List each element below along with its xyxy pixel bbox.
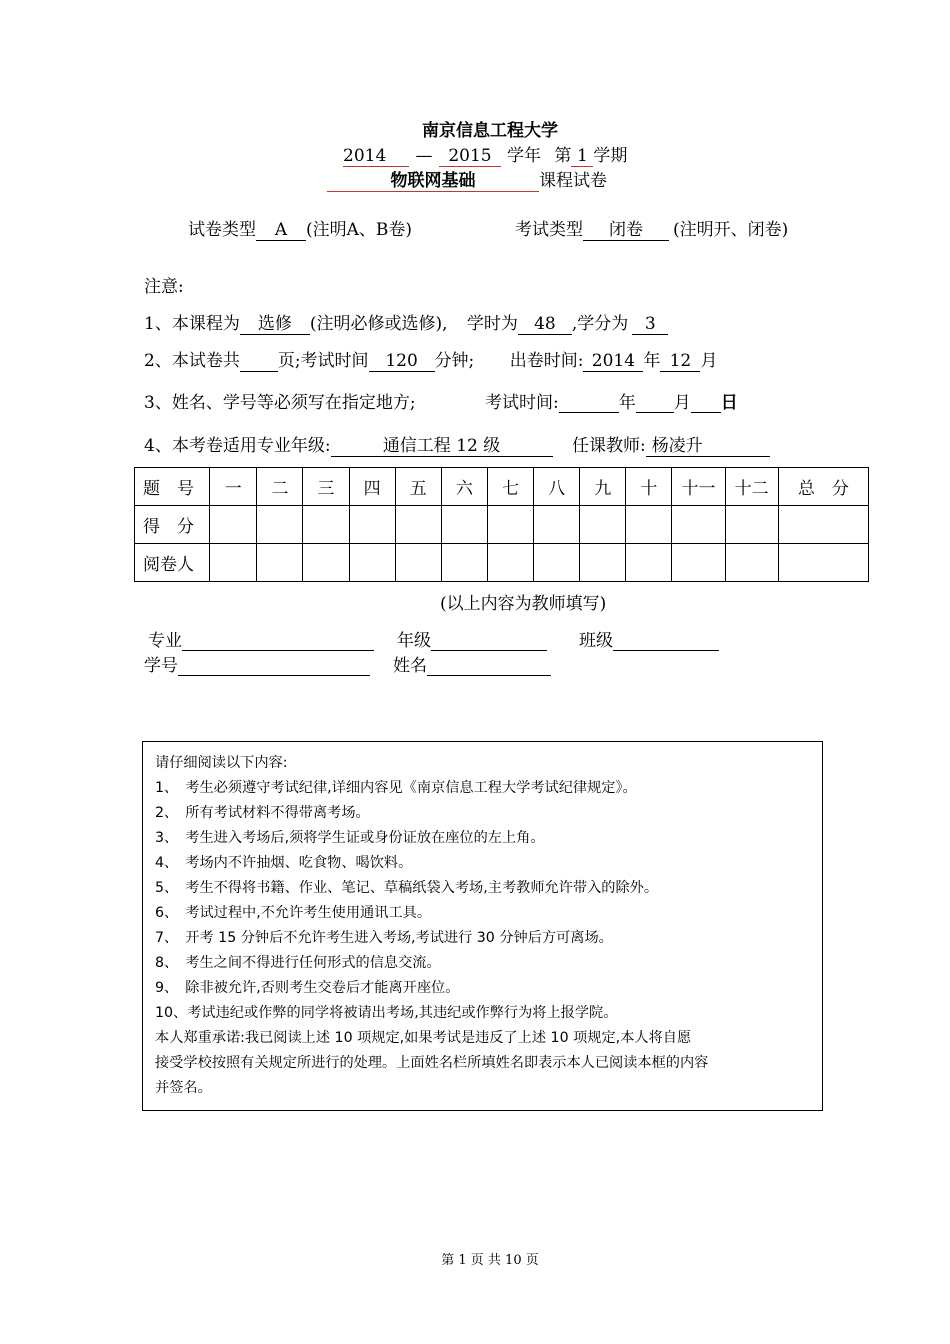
col-header-total: 总 分 [778, 468, 868, 506]
paper-type-value: A [256, 220, 306, 241]
row-label-question: 题 号 [135, 468, 210, 506]
note1-prefix: 1、本课程为 [144, 314, 240, 334]
grader-cell[interactable] [534, 544, 580, 582]
score-cell[interactable] [725, 506, 778, 544]
teacher-value: 杨凌升 [646, 436, 770, 457]
list-item: 9、 除非被允许,否则考生交卷后才能离开座位。 [155, 980, 460, 996]
col-header: 十 [626, 468, 672, 506]
note3-text: 3、姓名、学号等必须写在指定地方; [144, 393, 416, 413]
exam-year-field [559, 394, 619, 413]
score-cell[interactable] [257, 506, 303, 544]
table-caption: (以上内容为教师填写) [440, 594, 607, 614]
page-number: 第 1 页 共 10 页 [441, 1253, 539, 1268]
notes-title: 注意: [144, 277, 184, 297]
major-label: 专业 [148, 631, 182, 651]
score-cell[interactable] [349, 506, 395, 544]
paper-type-label: 试卷类型 [188, 220, 256, 240]
list-item: 3、 考生进入考场后,须将学生证或身份证放在座位的左上角。 [155, 830, 545, 846]
note-line-2 [144, 346, 717, 372]
table-row [135, 544, 869, 582]
exam-year-unit: 年 [618, 393, 636, 413]
list-item: 2、 所有考试材料不得带离考场。 [155, 805, 370, 821]
grader-cell[interactable] [395, 544, 441, 582]
note2-pages-label: 页;考试时间 [277, 351, 369, 371]
exam-day-unit: 日 [720, 393, 738, 413]
year-label: 学年 [507, 146, 541, 166]
score-cell[interactable] [487, 506, 533, 544]
name-input[interactable] [427, 657, 551, 676]
row-label-score: 得 分 [135, 506, 210, 544]
grader-cell[interactable] [257, 544, 303, 582]
rules-intro: 请仔细阅读以下内容: [155, 755, 288, 771]
score-cell[interactable] [441, 506, 487, 544]
term-suffix: 学期 [593, 146, 628, 166]
student-grade-field [397, 626, 547, 651]
term-prefix: 第 [554, 146, 572, 166]
list-item: 10、考试违纪或作弊的同学将被请出考场,其违纪或作弊行为将上报学院。 [155, 1005, 618, 1021]
student-id-field [144, 651, 370, 676]
paper-type-note: (注明A、B卷) [306, 220, 413, 240]
hours-label: 学时为 [466, 314, 518, 334]
score-cell[interactable] [210, 506, 257, 544]
major-input[interactable] [182, 632, 374, 651]
note-line-3 [144, 388, 738, 413]
pledge-line: 接受学校按照有关规定所进行的处理。上面姓名栏所填姓名即表示本人已阅读本框的内容 [155, 1055, 709, 1071]
course-suffix: 课程试卷 [539, 171, 607, 191]
issue-date-label: 出卷时间: [509, 351, 584, 371]
col-header: 三 [303, 468, 349, 506]
issue-year-unit: 年 [643, 351, 661, 371]
note2-prefix: 2、本试卷共 [144, 351, 240, 371]
credit-value: 3 [632, 314, 668, 335]
col-header: 七 [487, 468, 533, 506]
year-end: 2015 [439, 146, 501, 167]
table-row [135, 468, 869, 506]
grader-cell[interactable] [626, 544, 672, 582]
paper-type-line [188, 215, 412, 241]
exam-rules-box [142, 741, 823, 1111]
col-header: 五 [395, 468, 441, 506]
col-header: 六 [441, 468, 487, 506]
page-count-field [240, 353, 278, 372]
pledge-line: 本人郑重承诺:我已阅读上述 10 项规定,如果考试是违反了上述 10 项规定,本人将自愿 [155, 1030, 692, 1046]
major-grade-value: 通信工程 12 级 [331, 436, 553, 457]
exam-type-line [515, 215, 788, 241]
col-header: 二 [257, 468, 303, 506]
score-cell[interactable] [580, 506, 626, 544]
score-cell[interactable] [395, 506, 441, 544]
exam-type-label: 考试类型 [515, 220, 583, 240]
issue-month-value: 12 [660, 351, 700, 372]
exam-type-note: (注明开、闭卷) [673, 220, 789, 240]
issue-month-unit: 月 [700, 351, 718, 371]
grade-label: 年级 [397, 631, 431, 651]
course-name: 物联网基础 [327, 171, 539, 192]
grade-input[interactable] [431, 632, 547, 651]
rules-list [155, 751, 810, 1101]
exam-time-label: 考试时间: [484, 393, 559, 413]
list-item: 4、 考场内不许抽烟、吃食物、喝饮料。 [155, 855, 413, 871]
exam-duration-value: 120 [369, 351, 435, 372]
list-item: 1、 考生必须遵守考试纪律,详细内容见《南京信息工程大学考试纪律规定》。 [155, 780, 637, 796]
academic-year-line [343, 141, 627, 167]
term-number: 1 [571, 146, 593, 167]
hours-value: 48 [518, 314, 572, 335]
student-id-label: 学号 [144, 656, 178, 676]
note-line-1 [144, 309, 668, 335]
student-class-field [579, 626, 719, 651]
score-cell[interactable] [672, 506, 725, 544]
course-title-line [327, 166, 607, 192]
list-item: 8、 考生之间不得进行任何形式的信息交流。 [155, 955, 441, 971]
table-row [135, 506, 869, 544]
note-line-4 [144, 431, 770, 457]
exam-type-value: 闭卷 [583, 220, 669, 241]
grader-cell[interactable] [303, 544, 349, 582]
student-id-input[interactable] [178, 657, 370, 676]
col-header: 八 [534, 468, 580, 506]
university-title: 南京信息工程大学 [422, 121, 558, 141]
year-dash: — [415, 146, 433, 166]
name-label: 姓名 [393, 656, 427, 676]
course-kind-value: 选修 [240, 314, 310, 335]
grader-cell[interactable] [349, 544, 395, 582]
score-cell[interactable] [778, 506, 868, 544]
score-table [134, 467, 869, 582]
note1-kind-note: (注明必修或选修), [309, 314, 448, 334]
note4-prefix: 4、本考卷适用专业年级: [144, 436, 331, 456]
grader-cell[interactable] [580, 544, 626, 582]
student-name-field [393, 651, 551, 676]
row-label-grader: 阅卷人 [135, 544, 210, 582]
exam-day-field [691, 394, 721, 413]
score-cell[interactable] [303, 506, 349, 544]
minutes-label: 分钟; [434, 351, 475, 371]
grader-cell[interactable] [210, 544, 257, 582]
pledge-line: 并签名。 [155, 1080, 212, 1096]
list-item: 6、 考试过程中,不允许考生使用通讯工具。 [155, 905, 432, 921]
col-header: 十一 [672, 468, 725, 506]
score-cell[interactable] [626, 506, 672, 544]
col-header: 九 [580, 468, 626, 506]
class-label: 班级 [579, 631, 613, 651]
credit-label: ,学分为 [571, 314, 629, 334]
list-item: 5、 考生不得将书籍、作业、笔记、草稿纸袋入考场,主考教师允许带入的除外。 [155, 880, 659, 896]
grader-cell[interactable] [778, 544, 868, 582]
exam-month-field [636, 394, 674, 413]
issue-year-value: 2014 [583, 351, 643, 372]
student-major-field [148, 626, 374, 651]
grader-cell[interactable] [487, 544, 533, 582]
class-input[interactable] [613, 632, 719, 651]
grader-cell[interactable] [725, 544, 778, 582]
teacher-label: 任课教师: [571, 436, 646, 456]
year-start: 2014 [343, 146, 409, 167]
exam-month-unit: 月 [673, 393, 691, 413]
list-item: 7、 开考 15 分钟后不允许考生进入考场,考试进行 30 分钟后方可离场。 [155, 930, 613, 946]
grader-cell[interactable] [672, 544, 725, 582]
col-header: 一 [210, 468, 257, 506]
grader-cell[interactable] [441, 544, 487, 582]
col-header: 十二 [725, 468, 778, 506]
score-cell[interactable] [534, 506, 580, 544]
col-header: 四 [349, 468, 395, 506]
